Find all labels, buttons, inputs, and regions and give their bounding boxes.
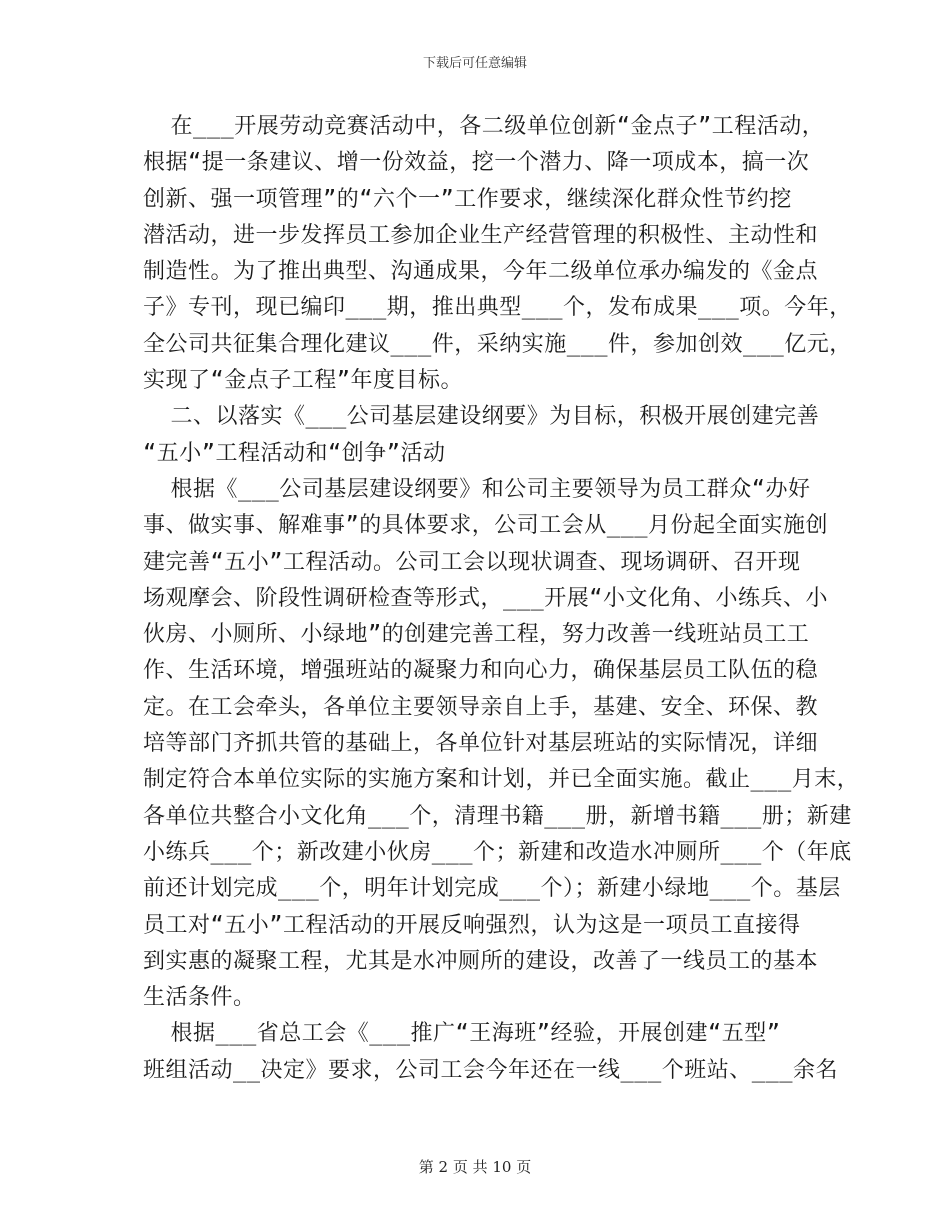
text-line: 员工对“五小”工程活动的开展反响强烈，认为这是一项员工直接得	[143, 912, 801, 938]
text-line: 班组活动__决定》要求，公司工会今年还在一线___个班站、___余名	[143, 1057, 838, 1083]
page-footer: 第 2 页 共 10 页	[418, 1158, 532, 1176]
document-body	[143, 109, 860, 1089]
text-line: 事、做实事、解难事”的具体要求，公司工会从___月份起全面实施创	[143, 513, 828, 539]
text-line: 制造性。为了推出典型、沟通成果，今年二级单位承办编发的《金点	[143, 259, 819, 285]
text-line: 小练兵___个；新改建小伙房___个；新建和改造水冲厕所___个（年底	[143, 839, 852, 865]
text-line: 各单位共整合小文化角___个，清理书籍___册，新增书籍___册；新建	[143, 803, 852, 829]
text-line: 子》专刊，现已编印___期，推出典型___个，发布成果___项。今年，	[143, 295, 852, 321]
text-line: 根据___省总工会《___推广“王海班”经验，开展创建“五型”	[143, 1021, 781, 1047]
text-line: 全公司共征集合理化建议___件，采纳实施___件，参加创效___亿元，	[143, 331, 852, 357]
text-line: 伙房、小厕所、小绿地”的创建完善工程，努力改善一线班站员工工	[143, 622, 810, 648]
section-heading-line: 二、以落实《___公司基层建设纲要》为目标，积极开展创建完善	[143, 404, 820, 430]
text-line: 在___开展劳动竞赛活动中，各二级单位创新“金点子”工程活动，	[143, 114, 825, 139]
text-line: 生活条件。	[143, 985, 256, 1011]
text-line: 潜活动，进一步发挥员工参加企业生产经营管理的积极性、主动性和	[143, 222, 819, 248]
text-line: 场观摩会、阶段性调研检查等形式，___开展“小文化角、小练兵、小	[143, 585, 828, 611]
text-line: 定。在工会牵头，各单位主要领导亲自上手，基建、安全、环保、教	[143, 694, 819, 720]
section-heading-line: “五小”工程活动和“创争”活动	[143, 440, 446, 466]
text-line: 建完善“五小”工程活动。公司工会以现状调查、现场调研、召开现	[143, 549, 801, 575]
text-line: 作、生活环境，增强班站的凝聚力和向心力，确保基层员工队伍的稳	[143, 658, 819, 684]
text-line: 前还计划完成___个，明年计划完成___个）；新建小绿地___个。基层	[143, 876, 841, 902]
text-line: 根据“提一条建议、增一份效益，挖一个潜力、降一项成本，搞一次	[143, 150, 810, 176]
text-line: 创新、强一项管理”的“六个一”工作要求，继续深化群众性节约挖	[143, 186, 792, 212]
text-line: 培等部门齐抓共管的基础上，各单位针对基层班站的实际情况，详细	[143, 731, 819, 757]
page-header: 下载后可任意编辑	[422, 56, 527, 71]
text-line: 到实惠的凝聚工程，尤其是水冲厕所的建设，改善了一线员工的基本	[143, 948, 819, 974]
text-line: 制定符合本单位实际的实施方案和计划，并已全面实施。截止___月末，	[143, 767, 860, 793]
text-line: 根据《___公司基层建设纲要》和公司主要领导为员工群众“办好	[143, 476, 811, 502]
text-line: 实现了“金点子工程”年度目标。	[143, 368, 463, 394]
